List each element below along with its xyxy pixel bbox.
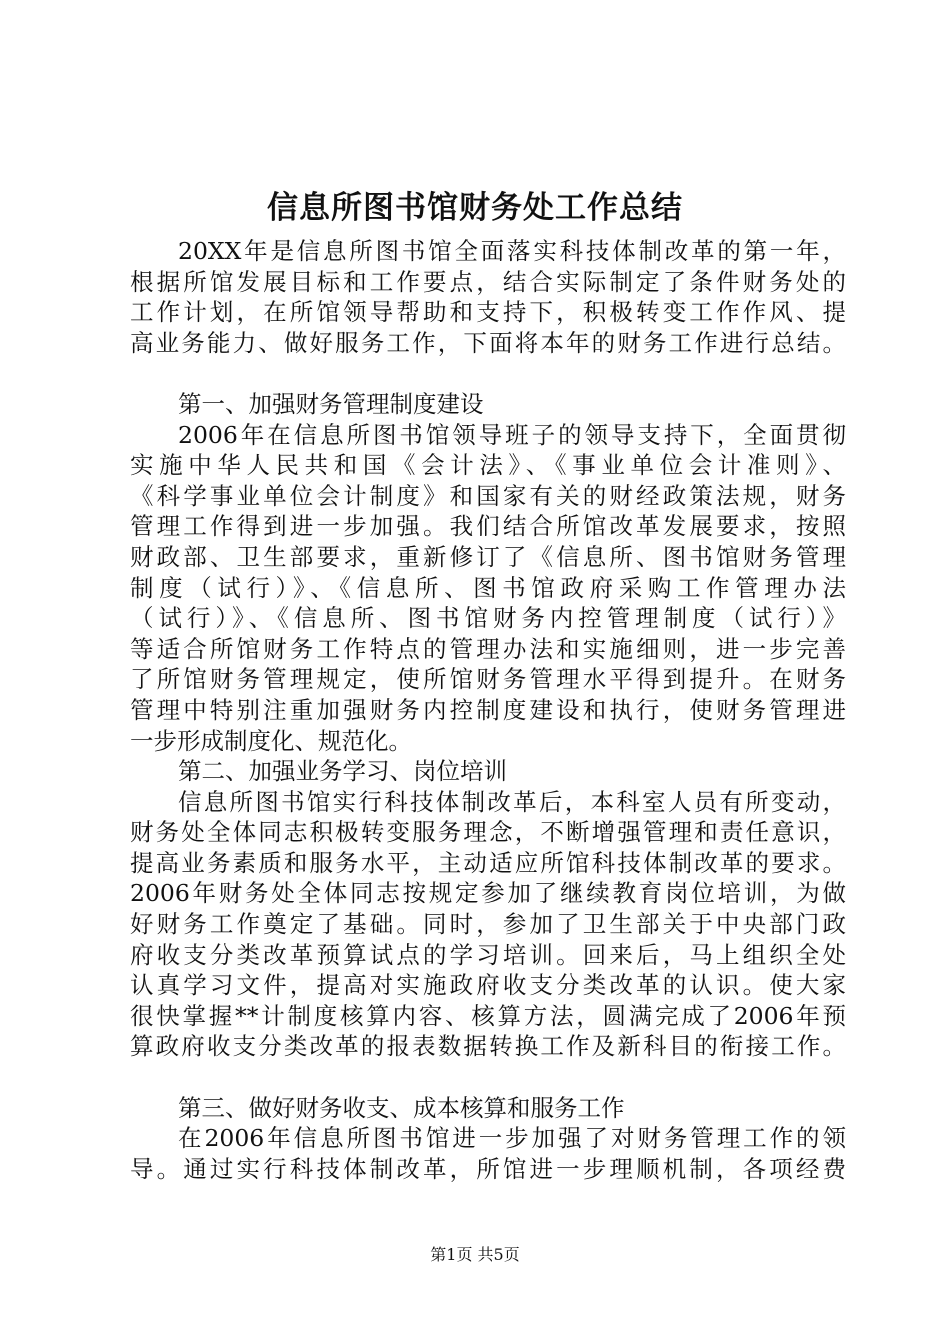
- paragraph-line: 信息所图书馆实行科技体制改革后，本科室人员有所变动，: [178, 787, 846, 816]
- paragraph-line: 根据所馆发展目标和工作要点，结合实际制定了条件财务处的: [130, 267, 846, 296]
- paragraph-line: 认真学习文件，提高对实施政府收支分类改革的认识。使大家: [130, 971, 846, 1000]
- page-number-footer: 第1页 共5页: [430, 1245, 520, 1264]
- paragraph-line: 算政府收支分类改革的报表数据转换工作及新科目的衔接工作。: [130, 1032, 846, 1061]
- paragraph-line: 财务处全体同志积极转变服务理念，不断增强管理和责任意识，: [130, 818, 846, 847]
- paragraph-line: 2006年在信息所图书馆领导班子的领导支持下，全面贯彻: [178, 420, 846, 449]
- paragraph-line: 在2006年信息所图书馆进一步加强了对财务管理工作的领: [178, 1124, 846, 1153]
- section-heading: 第三、做好财务收支、成本核算和服务工作: [178, 1093, 625, 1122]
- paragraph-line: 2006年财务处全体同志按规定参加了继续教育岗位培训，为做: [130, 879, 846, 908]
- paragraph-line: 《科学事业单位会计制度》和国家有关的财经政策法规，财务: [130, 481, 846, 510]
- paragraph-line: 一步形成制度化、规范化。: [130, 726, 412, 755]
- paragraph-line: 财政部、卫生部要求，重新修订了《信息所、图书馆财务管理: [130, 542, 846, 571]
- paragraph-line: （试行）》、《信息所、图书馆财务内控管理制度（试行）》: [130, 604, 846, 633]
- paragraph-line: 20XX年是信息所图书馆全面落实科技体制改革的第一年，: [178, 237, 846, 265]
- paragraph-line: 管理工作得到进一步加强。我们结合所馆改革发展要求，按照: [130, 512, 846, 541]
- paragraph-line: 好财务工作奠定了基础。同时，参加了卫生部关于中央部门政: [130, 910, 846, 939]
- paragraph-line: 等适合所馆财务工作特点的管理办法和实施细则，进一步完善: [130, 634, 846, 663]
- paragraph-line: 管理中特别注重加强财务内控制度建设和执行，使财务管理进: [130, 695, 846, 724]
- section-heading: 第一、加强财务管理制度建设: [178, 389, 484, 418]
- document-body: [130, 236, 846, 1184]
- paragraph-line: 导。通过实行科技体制改革，所馆进一步理顺机制，各项经费: [130, 1154, 846, 1183]
- paragraph-spacer: [130, 1062, 846, 1093]
- paragraph-line: 很快掌握**计制度核算内容、核算方法，圆满完成了2006年预: [130, 1001, 846, 1030]
- paragraph-line: 工作计划，在所馆领导帮助和支持下，积极转变工作作风、提: [130, 298, 846, 327]
- paragraph-line: 了所馆财务管理规定，使所馆财务管理水平得到提升。在财务: [130, 665, 846, 694]
- paragraph-spacer: [130, 358, 846, 389]
- paragraph-line: 实施中华人民共和国《会计法》、《事业单位会计准则》、: [130, 451, 846, 480]
- document-title: 信息所图书馆财务处工作总结: [267, 190, 683, 226]
- section-heading: 第二、加强业务学习、岗位培训: [178, 757, 507, 786]
- paragraph-line: 提高业务素质和服务水平，主动适应所馆科技体制改革的要求。: [130, 848, 846, 877]
- paragraph-line: 制度（试行）》、《信息所、图书馆政府采购工作管理办法: [130, 573, 846, 602]
- paragraph-line: 高业务能力、做好服务工作，下面将本年的财务工作进行总结。: [130, 328, 846, 357]
- paragraph-line: 府收支分类改革预算试点的学习培训。回来后，马上组织全处: [130, 940, 846, 969]
